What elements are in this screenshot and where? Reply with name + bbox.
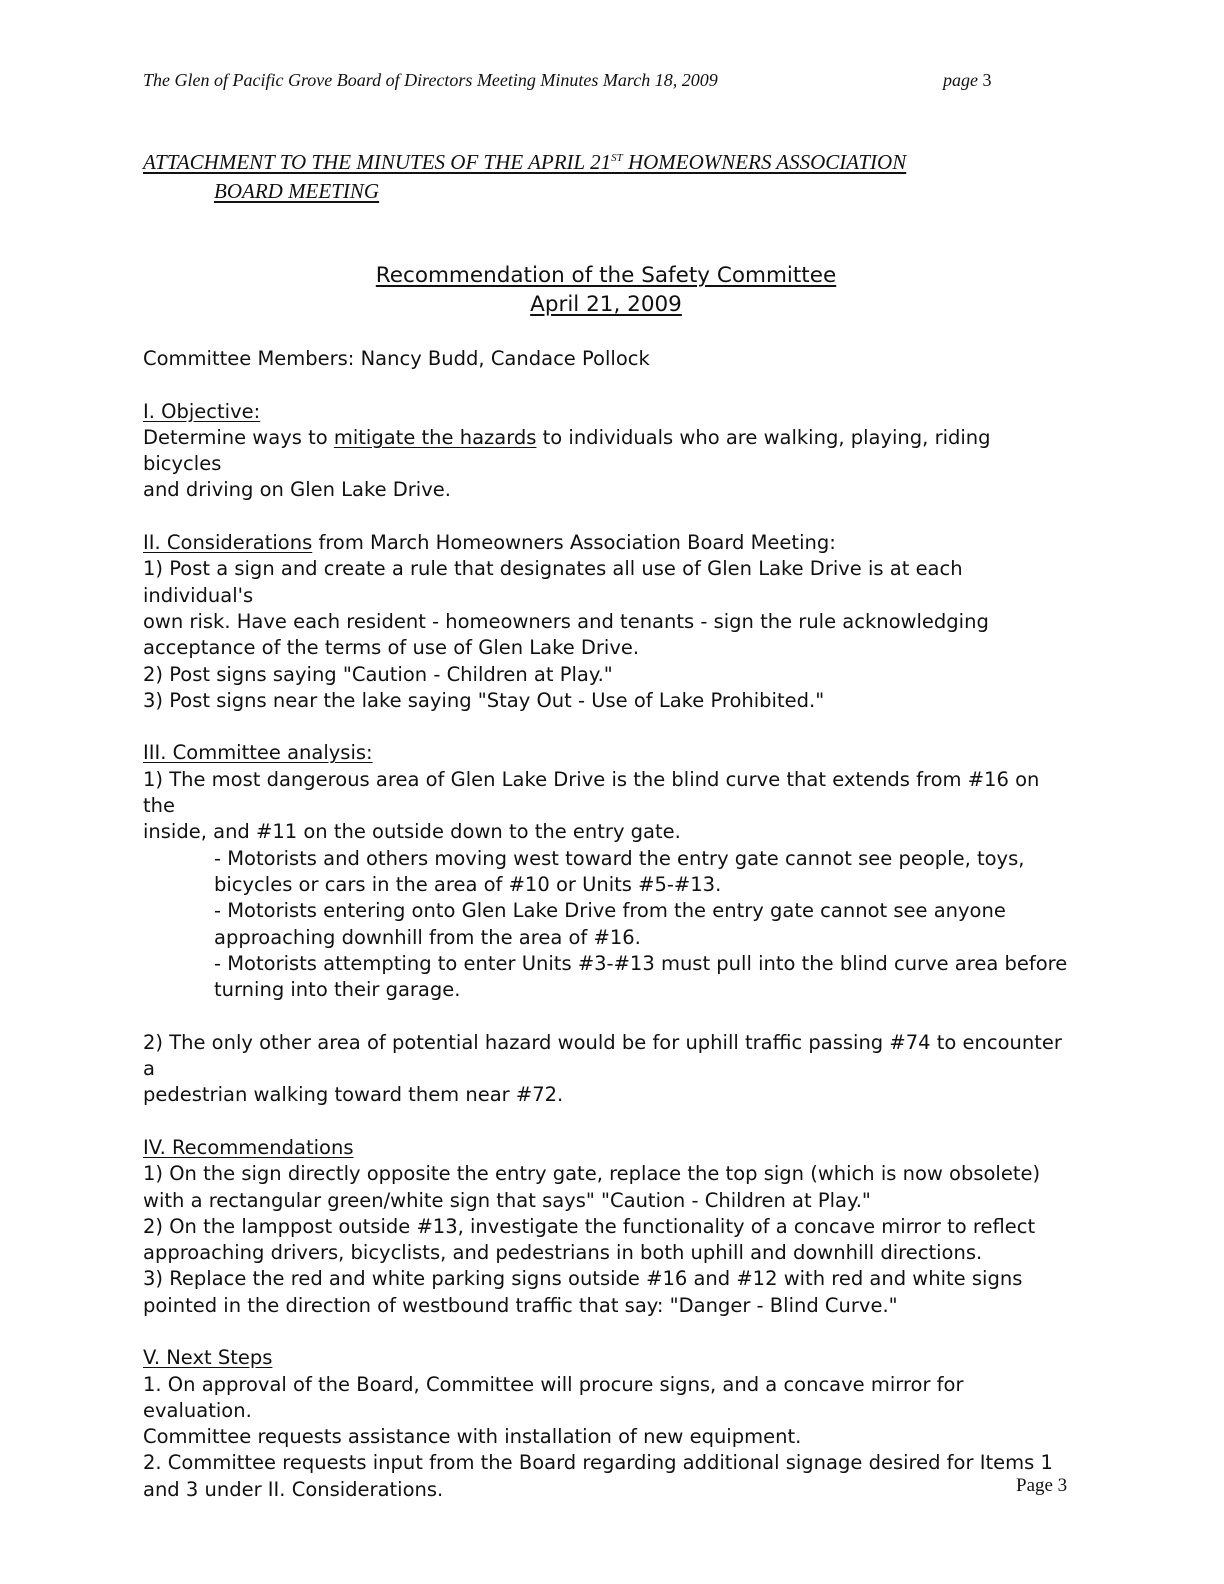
attachment-prefix: ATTACHMENT TO THE MINUTES OF THE APRIL 21 [143, 150, 612, 174]
recommendations-line: 1) On the sign directly opposite the entry gate, replace the top sign (which is now obsolete) [143, 1162, 1041, 1186]
considerations-line: acceptance of the terms of use of Glen Lake Drive. [143, 636, 640, 660]
attachment-heading [143, 148, 1043, 206]
next-steps-line: and 3 under II. Considerations. [143, 1477, 444, 1501]
recommendations-line: approaching drivers, bicyclists, and pedestrians in both uphill and downhill directions. [143, 1241, 983, 1265]
header-page-word: page [943, 70, 978, 90]
analysis-heading: III. Committee analysis: [143, 741, 373, 765]
objective-line-2: and driving on Glen Lake Drive. [143, 478, 451, 502]
analysis-bullet-line: - Motorists entering onto Glen Lake Drive from the entry gate cannot see anyone [214, 899, 1006, 923]
attachment-heading-line-2 [143, 177, 1043, 206]
attachment-ordinal-suffix: ST [611, 152, 623, 164]
document-title-line-1: Recommendation of the Safety Committee [375, 263, 837, 288]
analysis-bullet-line: turning into their garage. [214, 978, 461, 1002]
next-steps-line: 2. Committee requests input from the Board regarding additional signage desired for Items 1 [143, 1451, 1053, 1475]
analysis-line: 2) The only other area of potential hazard would be for uphill traffic passing #74 to encounter a [143, 1030, 1062, 1081]
objective-section [143, 399, 1073, 504]
analysis-bullet-line: approaching downhill from the area of #16. [214, 925, 641, 949]
objective-text-before: Determine ways to [143, 425, 334, 449]
document-title [143, 261, 1069, 319]
recommendations-line: 2) On the lamppost outside #13, investigate the functionality of a concave mirror to reflect [143, 1214, 1036, 1238]
attachment-suffix: HOMEOWNERS ASSOCIATION [622, 150, 907, 174]
recommendations-line: pointed in the direction of westbound traffic that say: "Danger - Blind Curve." [143, 1293, 898, 1317]
next-steps-section [143, 1345, 1073, 1503]
header-page-number: 3 [982, 70, 992, 90]
running-title: The Glen of Pacific Grove Board of Directors Meeting Minutes March 18, 2009 [143, 70, 718, 90]
next-steps-line: Committee requests assistance with installation of new equipment. [143, 1425, 802, 1449]
objective-emphasis: mitigate the hazards [333, 425, 537, 449]
analysis-bullet-line: - Motorists attempting to enter Units #3-#13 must pull into the blind curve area before [214, 951, 1068, 975]
attachment-line-2-text: BOARD MEETING [214, 179, 380, 203]
analysis-line: pedestrian walking toward them near #72. [143, 1083, 564, 1107]
recommendations-heading: IV. Recommendations [143, 1135, 354, 1159]
considerations-section [143, 530, 1073, 714]
recommendations-line: with a rectangular green/white sign that says" "Caution - Children at Play." [143, 1188, 871, 1212]
next-steps-heading: V. Next Steps [143, 1346, 273, 1370]
attachment-heading-line-1 [143, 148, 1043, 177]
analysis-bullet-line: bicycles or cars in the area of #10 or Units #5-#13. [214, 872, 722, 896]
recommendations-line: 3) Replace the red and white parking signs outside #16 and #12 with red and white signs [143, 1267, 1023, 1291]
considerations-heading-rest: from March Homeowners Association Board Meeting: [312, 531, 836, 555]
considerations-line: 3) Post signs near the lake saying "Stay Out - Use of Lake Prohibited." [143, 688, 825, 712]
considerations-line: own risk. Have each resident - homeowners and tenants - sign the rule acknowledging [143, 609, 989, 633]
objective-text-after: to individuals who are walking, playing, riding bicycles [143, 425, 991, 476]
objective-heading: I. Objective: [143, 399, 261, 423]
recommendations-section [143, 1135, 1073, 1319]
next-steps-line: 1. On approval of the Board, Committee will procure signs, and a concave mirror for evaluation. [143, 1372, 964, 1422]
analysis-line: inside, and #11 on the outside down to the entry gate. [143, 820, 681, 844]
considerations-line: 1) Post a sign and create a rule that designates all use of Glen Lake Drive is at each individual's [143, 557, 963, 607]
objective-line-1 [143, 425, 1073, 478]
analysis-section [143, 740, 1073, 1108]
considerations-line: 2) Post signs saying "Caution - Children at Play." [143, 662, 613, 686]
page-footer-number: Page 3 [1016, 1475, 1068, 1496]
committee-members: Committee Members: Nancy Budd, Candace Pollock [143, 347, 650, 370]
analysis-line: 1) The most dangerous area of Glen Lake Drive is the blind curve that extends from #16 on the [143, 767, 1040, 818]
document-body [143, 346, 1073, 1503]
analysis-bullet-line: - Motorists and others moving west toward the entry gate cannot see people, toys, [214, 846, 1025, 870]
document-title-date: April 21, 2009 [530, 292, 682, 317]
header-page-indicator [943, 70, 992, 91]
running-header [143, 70, 1013, 98]
considerations-heading: II. Considerations [143, 531, 313, 555]
